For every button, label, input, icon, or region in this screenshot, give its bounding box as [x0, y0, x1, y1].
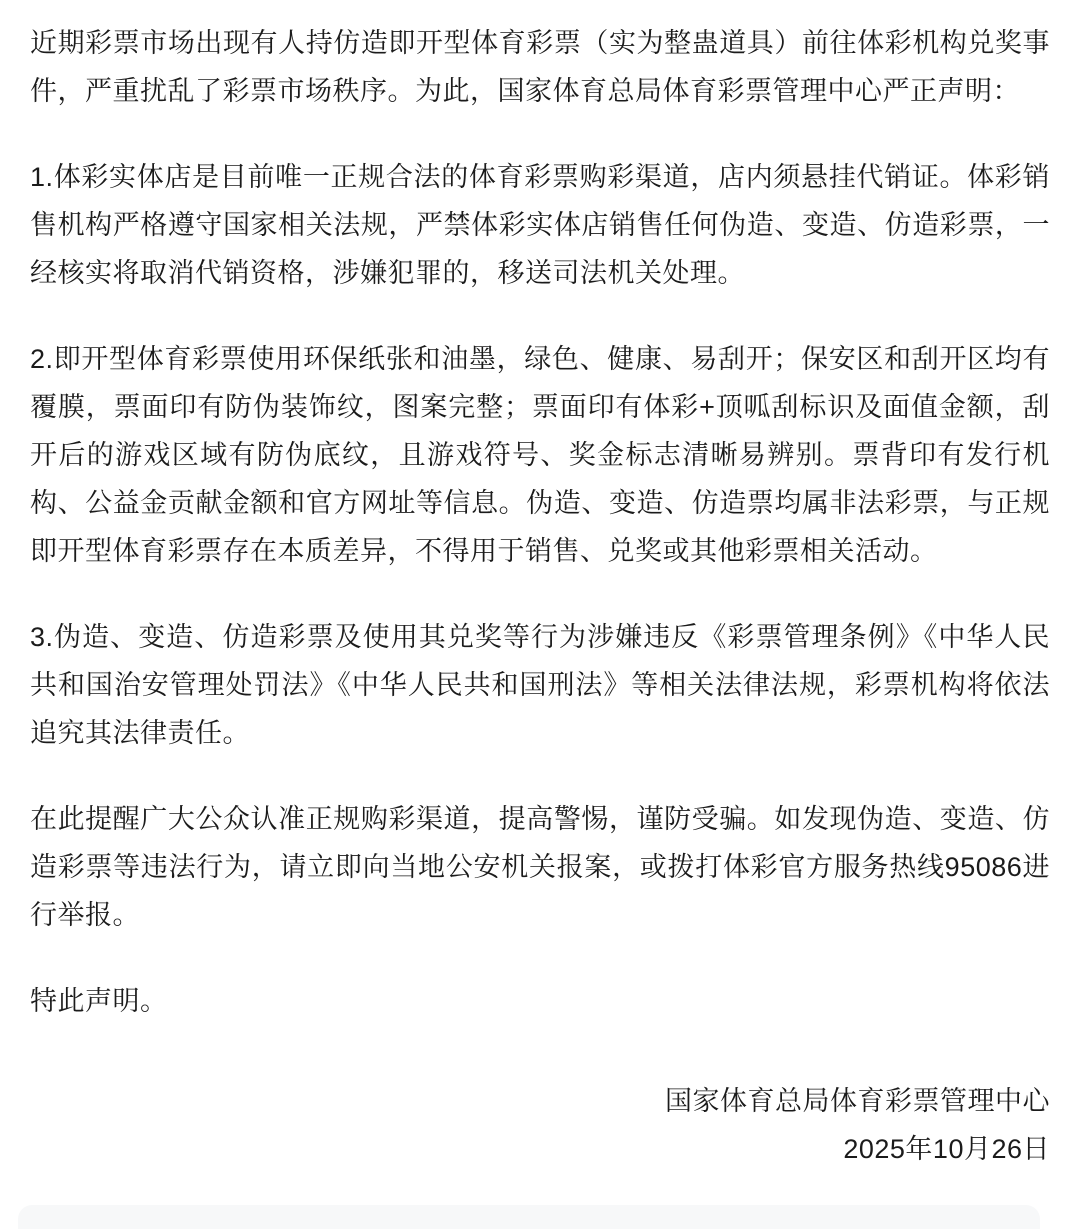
paragraph-intro: 近期彩票市场出现有人持仿造即开型体育彩票（实为整蛊道具）前往体彩机构兑奖事件，严重扰乱了彩票市场秩序。为此，国家体育总局体育彩票管理中心严正声明： [30, 28, 1050, 106]
paragraph-item-1: 1.体彩实体店是目前唯一正规合法的体育彩票购彩渠道，店内须悬挂代销证。体彩销售机构严格遵守国家相关法规，严禁体彩实体店销售任何伪造、变造、仿造彩票，一经核实将取消代销资格，涉嫌犯罪的，移送司法机关处理。 [30, 162, 1050, 288]
signature-date: 2025年10月26日 [843, 1134, 1050, 1164]
signature-block [30, 1077, 1050, 1173]
paragraph-item-2: 2.即开型体育彩票使用环保纸张和油墨，绿色、健康、易刮开；保安区和刮开区均有覆膜，票面印有防伪装饰纹，图案完整；票面印有体彩+顶呱刮标识及面值金额，刮开后的游戏区域有防伪底纹，且游戏符号、奖金标志清晰易辨别。票背印有发行机构、公益金贡献金额和官方网址等信息。伪造、变造、仿造票均属非法彩票，与正规即开型体育彩票存在本质差异，不得用于销售、兑奖或其他彩票相关活动。 [30, 344, 1050, 566]
bottom-card-top-edge [18, 1205, 1040, 1229]
paragraph-reminder: 在此提醒广大公众认准正规购彩渠道，提高警惕，谨防受骗。如发现伪造、变造、仿造彩票等违法行为，请立即向当地公安机关报案，或拨打体彩官方服务热线95086进行举报。 [30, 804, 1050, 930]
paragraph-item-3: 3.伪造、变造、仿造彩票及使用其兑奖等行为涉嫌违反《彩票管理条例》《中华人民共和国治安管理处罚法》《中华人民共和国刑法》等相关法律法规，彩票机构将依法追究其法律责任。 [30, 622, 1050, 748]
paragraph-closing: 特此声明。 [30, 986, 168, 1016]
signature-org: 国家体育总局体育彩票管理中心 [665, 1086, 1050, 1116]
